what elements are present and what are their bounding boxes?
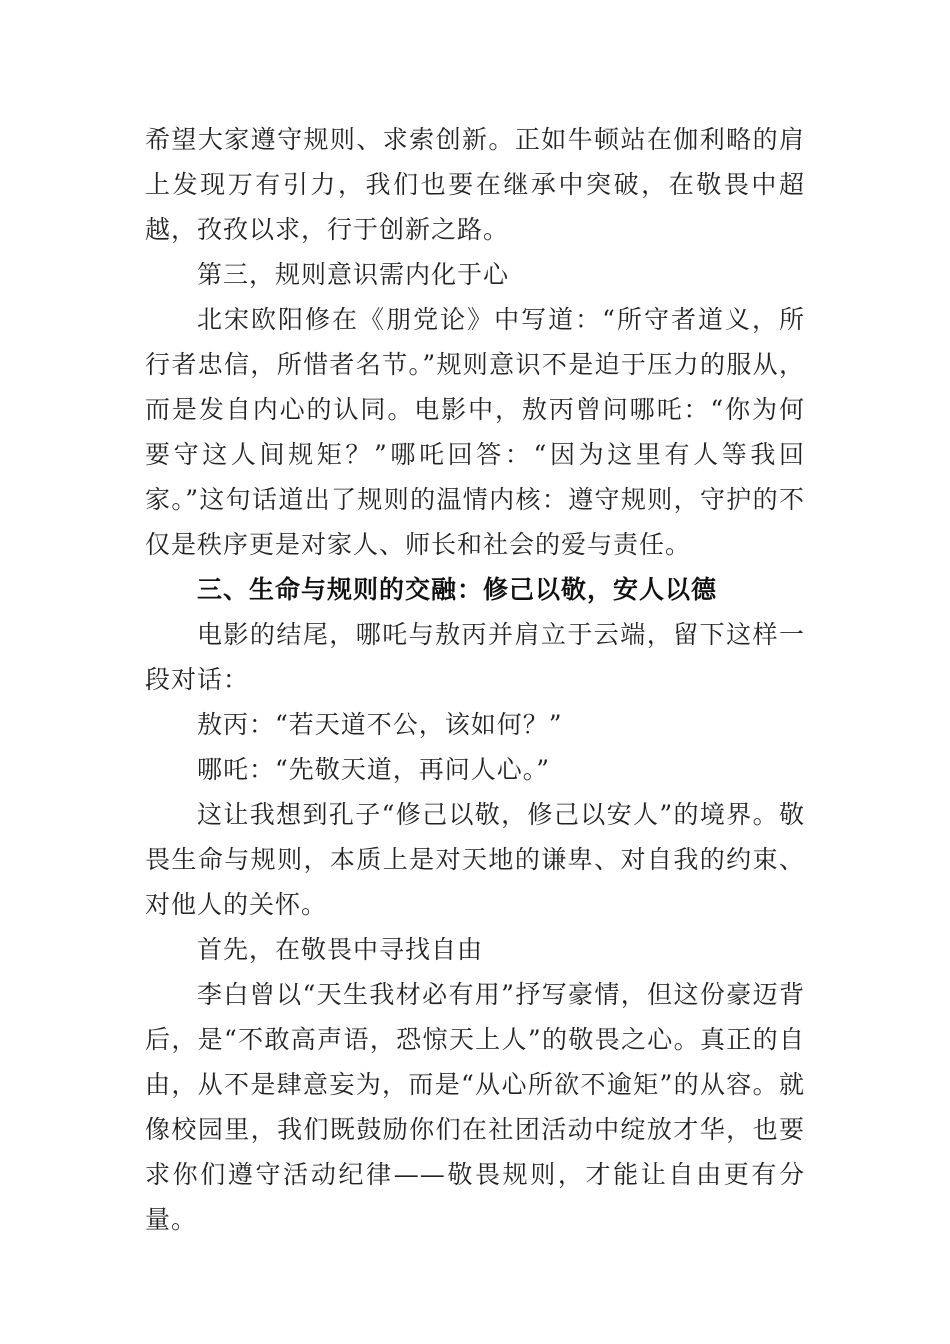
paragraph-li-bai: 李白曾以“天生我材必有用”抒写豪情，但这份豪迈背后，是“不敢高声语，恐惊天上人”的敬畏之心。真正的自由，从不是肆意妄为，而是“从心所欲不逾矩”的从容。就像校园里，我们既鼓励你们在社团活动中绽放才华，也要求你们遵守活动纪律——敬畏规则，才能让自由更有分量。: [145, 980, 805, 1234]
paragraph-confucius: 这让我想到孔子“修己以敬，修己以安人”的境界。敬畏生命与规则，本质上是对天地的谦卑、对自我的约束、对他人的关怀。: [145, 800, 805, 919]
paragraph-film-ending: 电影的结尾，哪吒与敖丙并肩立于云端，留下这样一段对话：: [145, 620, 805, 694]
paragraph-ouyang-xiu: 北宋欧阳修在《朋党论》中写道：“所守者道义，所行者忠信，所惜者名节。”规则意识不是迫于压力的服从，而是发自内心的认同。电影中，敖丙曾问哪吒：“你为何要守这人间规矩？”哪吒回答：“因为这里有人等我回家。”这句话道出了规则的温情内核：遵守规则，守护的不仅是秩序更是对家人、师长和社会的爱与责任。: [145, 305, 805, 559]
dialogue-ao-bing: 敖丙：“若天道不公，该如何？”: [197, 710, 563, 739]
document-body: [145, 117, 805, 1242]
subheading-first-freedom: 首先，在敬畏中寻找自由: [197, 935, 484, 964]
dialogue-nezha: 哪吒：“先敬天道，再问人心。”: [197, 755, 551, 784]
paragraph-continuation: 希望大家遵守规则、求索创新。正如牛顿站在伽利略的肩上发现万有引力，我们也要在继承中突破，在敬畏中超越，孜孜以求，行于创新之路。: [145, 125, 805, 244]
subheading-third-rule-awareness: 第三，规则意识需内化于心: [197, 260, 510, 289]
section-heading-three: 三、生命与规则的交融：修己以敬，安人以德: [197, 575, 718, 604]
